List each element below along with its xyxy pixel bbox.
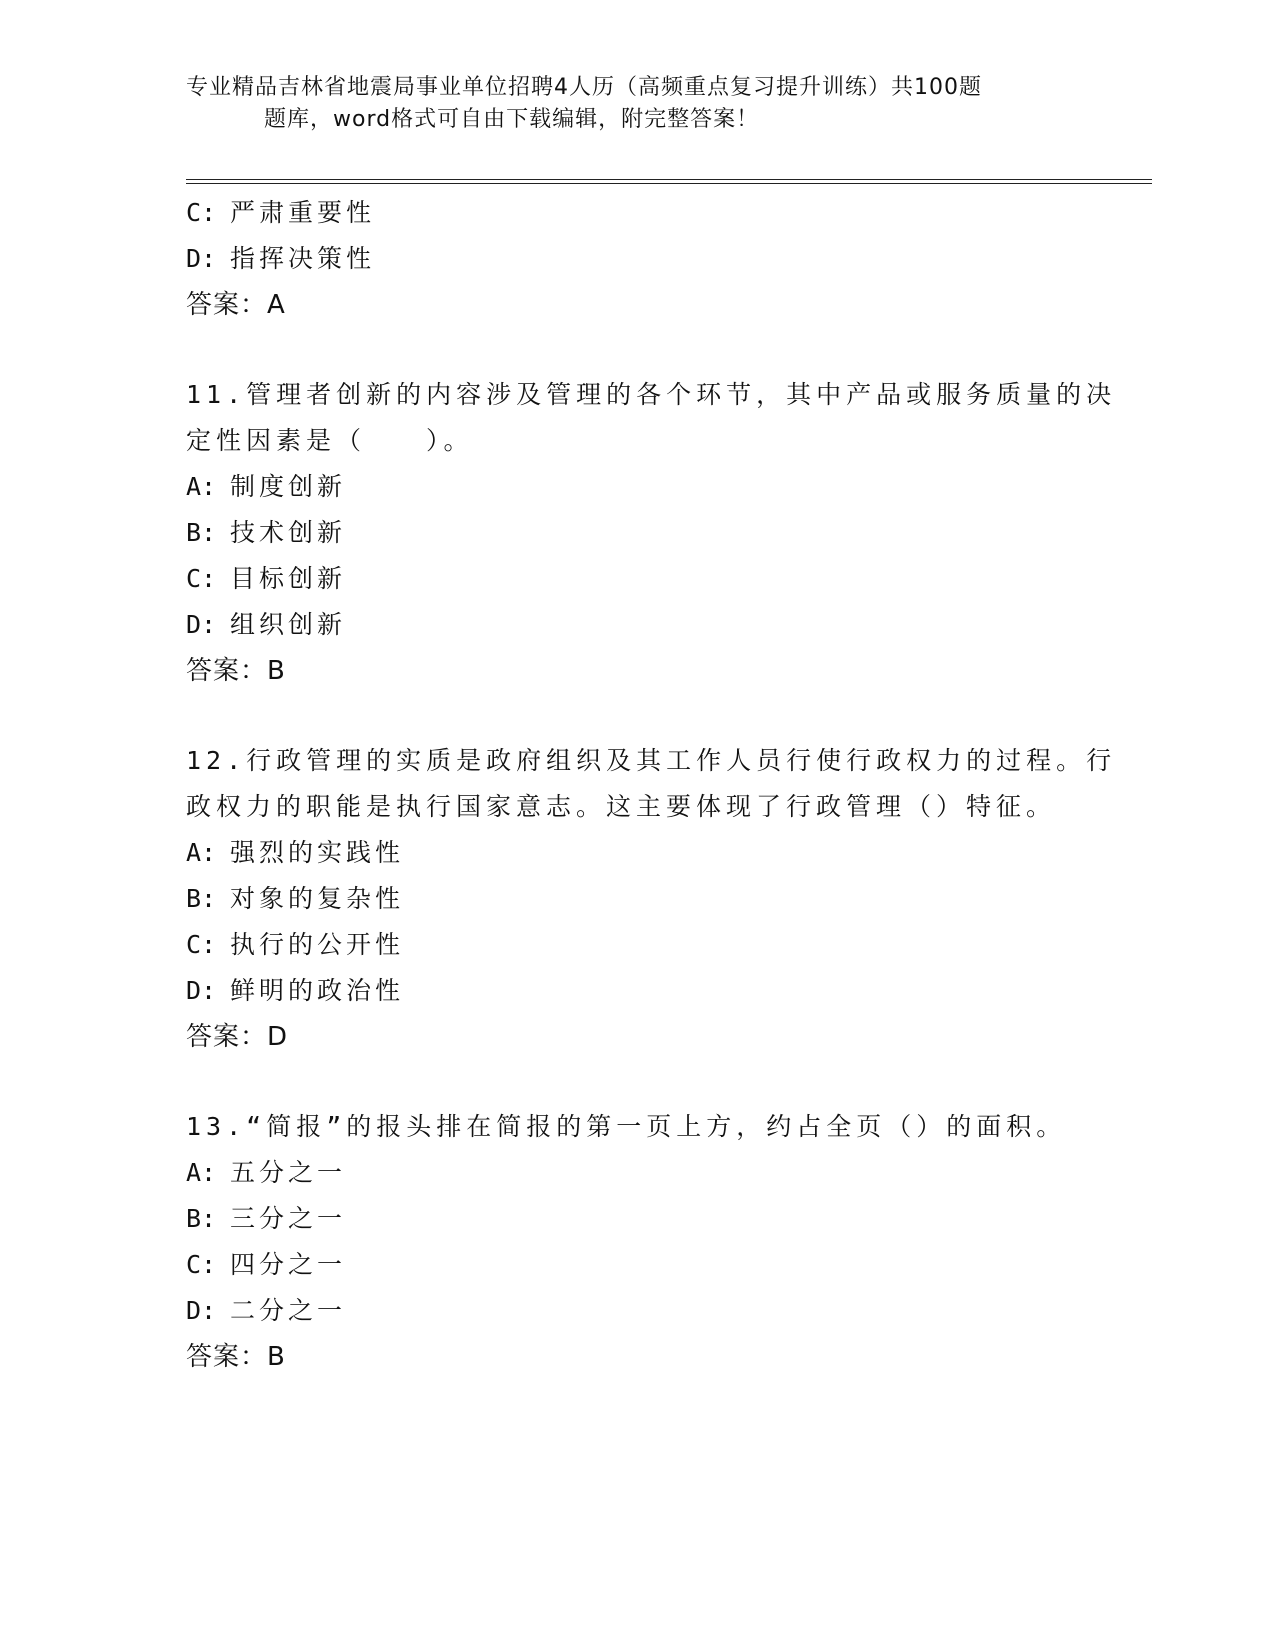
question-13 [186,1104,1086,1380]
option-key: D: [186,1296,217,1325]
option-key: D: [186,244,217,273]
option-b [186,876,1086,922]
option-key: C: [186,930,217,959]
option-key: C: [186,1250,217,1279]
question-12 [186,738,1117,1060]
question-stem-line: 12.行政管理的实质是政府组织及其工作人员行使行政权力的过程。行 [186,746,1117,775]
option-a [186,464,1086,510]
header-title-line-2: 题库，word格式可自由下载编辑，附完整答案！ [264,107,760,132]
option-text: 对象的复杂性 [230,884,405,913]
option-c [186,1242,1086,1288]
option-text: 制度创新 [230,472,347,501]
option-c [186,922,1086,968]
header-divider-top [186,179,1152,180]
option-b [186,1196,1086,1242]
option-key: C: [186,198,217,227]
option-text: 三分之一 [230,1204,347,1233]
question-11 [186,372,1117,694]
question-stem-line: 11.管理者创新的内容涉及管理的各个环节，其中产品或服务质量的决 [186,380,1117,409]
question-carryover [186,190,1086,328]
answer-line: 答案：B [186,1342,286,1372]
answer-line: 答案：D [186,1022,289,1052]
answer-line: 答案：B [186,656,286,686]
option-key: C: [186,564,217,593]
option-text: 组织创新 [230,610,347,639]
option-key: B: [186,1204,217,1233]
option-text: 严肃重要性 [230,198,376,227]
option-b [186,510,1086,556]
option-text: 目标创新 [230,564,347,593]
option-a [186,1150,1086,1196]
option-text: 技术创新 [230,518,347,547]
option-text: 五分之一 [230,1158,347,1187]
option-c [186,190,1086,236]
option-key: A: [186,1158,217,1187]
option-text: 鲜明的政治性 [230,976,405,1005]
header-divider-bottom [186,183,1152,184]
option-d [186,968,1086,1014]
answer-line: 答案：A [186,290,286,320]
option-text: 执行的公开性 [230,930,405,959]
header-title-line-1: 专业精品吉林省地震局事业单位招聘4人历（高频重点复习提升训练）共100题 [186,75,982,100]
option-d [186,602,1086,648]
question-stem-line: 定性因素是（ ）。 [186,426,474,455]
option-key: B: [186,518,217,547]
option-key: A: [186,472,217,501]
option-key: D: [186,976,217,1005]
question-stem-line: 13.“简报”的报头排在简报的第一页上方，约占全页（）的面积。 [186,1112,1067,1141]
option-a [186,830,1086,876]
question-list [186,190,1117,1380]
option-text: 指挥决策性 [230,244,376,273]
option-text: 四分之一 [230,1250,347,1279]
question-stem-line: 政权力的职能是执行国家意志。这主要体现了行政管理（）特征。 [186,792,1057,821]
option-key: A: [186,838,217,867]
option-key: D: [186,610,217,639]
option-text: 强烈的实践性 [230,838,405,867]
option-c [186,556,1086,602]
option-d [186,1288,1086,1334]
option-key: B: [186,884,217,913]
option-text: 二分之一 [230,1296,347,1325]
option-d [186,236,1086,282]
page-header [186,72,1066,136]
